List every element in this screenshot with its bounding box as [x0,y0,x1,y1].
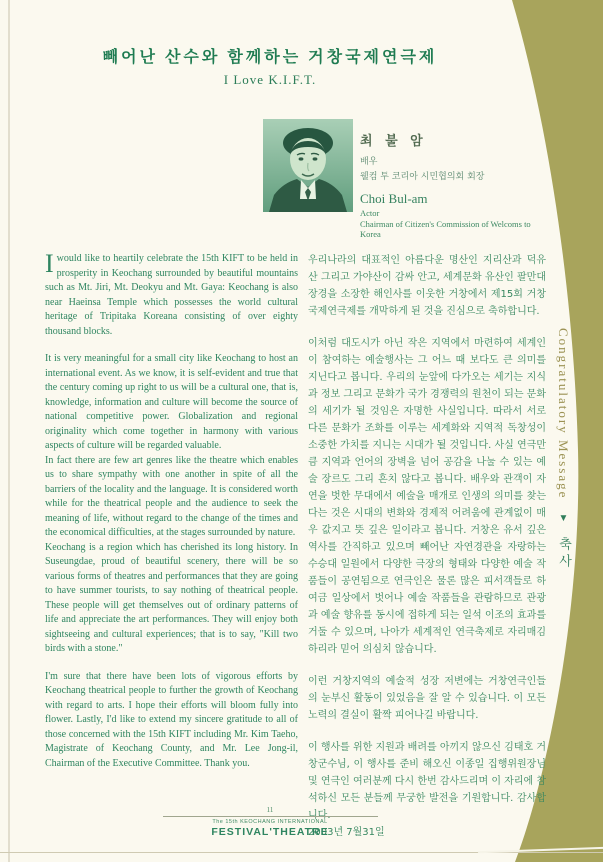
profile-name-en: Choi Bul-am [360,191,428,206]
sidebar-label-english: Congratulatory Message [556,328,571,500]
footer-divider [163,816,378,817]
sidebar-section-label [554,328,573,628]
profile-org-ko: 웰컴 투 코리아 시민협의회 회장 [360,172,485,182]
festival-logo-text: FESTIVAL'THEATRE [211,826,329,838]
paragraph-ko-1: 우리나라의 대표적인 아름다운 명산인 지리산과 덕유산 그리고 가야산이 감싸 안고, 세계문화 유산인 팔만대장경을 소장한 해인사를 이웃한 거창에서 제15회 거창국제연극제를 개막하게 된 것을 진심으로 축하합니다. [308,255,546,317]
paragraph-en-1: Iwould like to heartily celebrate the 15th KIFT to be held in prosperity in Keochang surrounded by beautiful mountains such as Mt. Jiri, Mt. Deokyu and Mt. Gaya: Keochang is also near Haeinsa Temple which possesses the world cultural heritage of Tripitaka Koreana consisting of over eighty thousand blocks. [45,249,298,337]
paragraph-ko-4: 이 행사를 위한 지원과 배려를 아끼지 않으신 김태호 거창군수님, 이 행사를 준비 해오신 이종일 집행위원장님 및 연극인 여러분께 다시 한번 감사드리며 이 자리에 참석하신 모든 분들께 무궁한 발전을 기원합니다. 감사합니다. [308,742,546,821]
page-subtitle: I Love K.I.F.T. [223,72,317,87]
paragraph-en-4: Keochang is a region which has cherished its long history. In Suseungdae, proud of beautiful scenery, there will be so various forms of theatres and performances that they are going to have summer tourists, to say nothing of theatrical people. These people will get themselves out of ordinary patterns of life and appreciate the art performances. They will enjoy both sightseeing and cultural experiences; that is to say, "Kill two birds with a stone." [45,541,298,654]
scan-edge-line [8,0,10,862]
paragraph-en-3: In fact there are few art genres like the theatre which enables us to share sympathy with one another in spite of all the barriers of the locality and the language. It is considered worth while for the theatrical people and the audience to seek the meaning of life, without regard to the change of the times and the economical difficulties, at the stages surrounded by nature. [45,454,298,538]
paragraph-ko-2: 이처럼 대도시가 아닌 작은 지역에서 마련하여 세계인이 참여하는 예술행사는 그 어느 때 보다도 큰 의미를 지닌다고 봅니다. 우리의 눈앞에 다가오는 세기는 지식과 정보 그리고 문화가 국가 경쟁력의 원천이 되는 문화의 세기가 될 것임은 자명한 사실입니다. 따라서 서로 다른 문화가 조화를 이루는 세계화와 지역적 독창성이 소중한 가치를 지니는 시대가 될 것입니다. 사실 연극만큼 지역과 언어의 장벽을 넘어 공감을 나눌 수 있는 예술 장르도 그리 흔치 않다고 봅니다. 배우와 관객이 자연을 벗한 무대에서 예술을 매개로 인생의 의미를 찾는다는 것은 시대의 변화와 경제적 어려움에 관계없이 매우 값지고 뜻 깊은 일이라고 봅니다. 거창은 유서 깊은 역사를 간직하고 있으며 빼어난 자연경관을 자랑하는 수승대 일원에서 다양한 극장의 형태와 다양한 예술 작품들이 공연됨으로 연극인은 물론 많은 피서객들로 하여금 일상에서 벗어나 예술 작품들을 관람하므로 관광과 예술 향유를 동시에 접하게 되는 일석 이조의 효과를 거둘 수 있으며, 나아가 세계적인 연극축제로 자리매김하리라 믿어 의심치 않습니다. [308,338,546,655]
profile-org-en: Chairman of Citizen's Commission of Welcoms to Korea [360,219,531,239]
portrait-photo [263,119,353,212]
message-date: 2003년 7월31일 [308,827,385,838]
triangle-down-icon: ▼ [558,512,569,526]
page-title: 빼어난 산수와 함께하는 거창국제연극제 [102,49,438,66]
festival-org-line: The 15th KEOCHANG INTERNATIONAL [212,819,328,825]
profile-block [360,130,550,239]
footer [0,806,540,838]
paragraph-ko-3: 이런 거창지역의 예술적 성장 저변에는 거창연극인들의 눈부신 활동이 있었음을 잘 알 수 있습니다. 이 모든 노력의 결실이 활짝 피어나길 바랍니다. [308,676,546,721]
drop-cap: I [45,249,54,278]
paragraph-en-2: It is very meaningful for a small city like Keochang to host an international event. As we know, it is self-evident and true that the century coming up right to us will be a cultural one, that is, knowledge, information and culture will become the source of national competitive power. Globalization and regional originality which come together in harmony with various aspects of culture will be regarded valuable. [45,353,298,451]
bottom-scan-line [0,852,603,853]
profile-role-en: Actor [360,208,380,218]
sidebar-label-korean: 축사 [556,536,571,571]
profile-name-ko: 최 불 암 [360,134,427,149]
message-column-english [45,249,298,771]
profile-role-ko: 배우 [360,157,378,167]
paragraph-en-5: I'm sure that there have been lots of vigorous efforts by Keochang theatrical people to further the growth of Keochang with regard to arts. I hope their efforts will bloom fully into flower. Lastly, I'd like to extend my sincere gratitude to all of those concerned with the 15th KIFT including Mr. Kim Taeho, Magistrate of Keochang County, and Mr. Lee Jong-il, Chairman of the Executive Committee. Thank you. [45,670,298,769]
message-column-korean [308,252,546,841]
page-number: 11 [266,806,274,814]
